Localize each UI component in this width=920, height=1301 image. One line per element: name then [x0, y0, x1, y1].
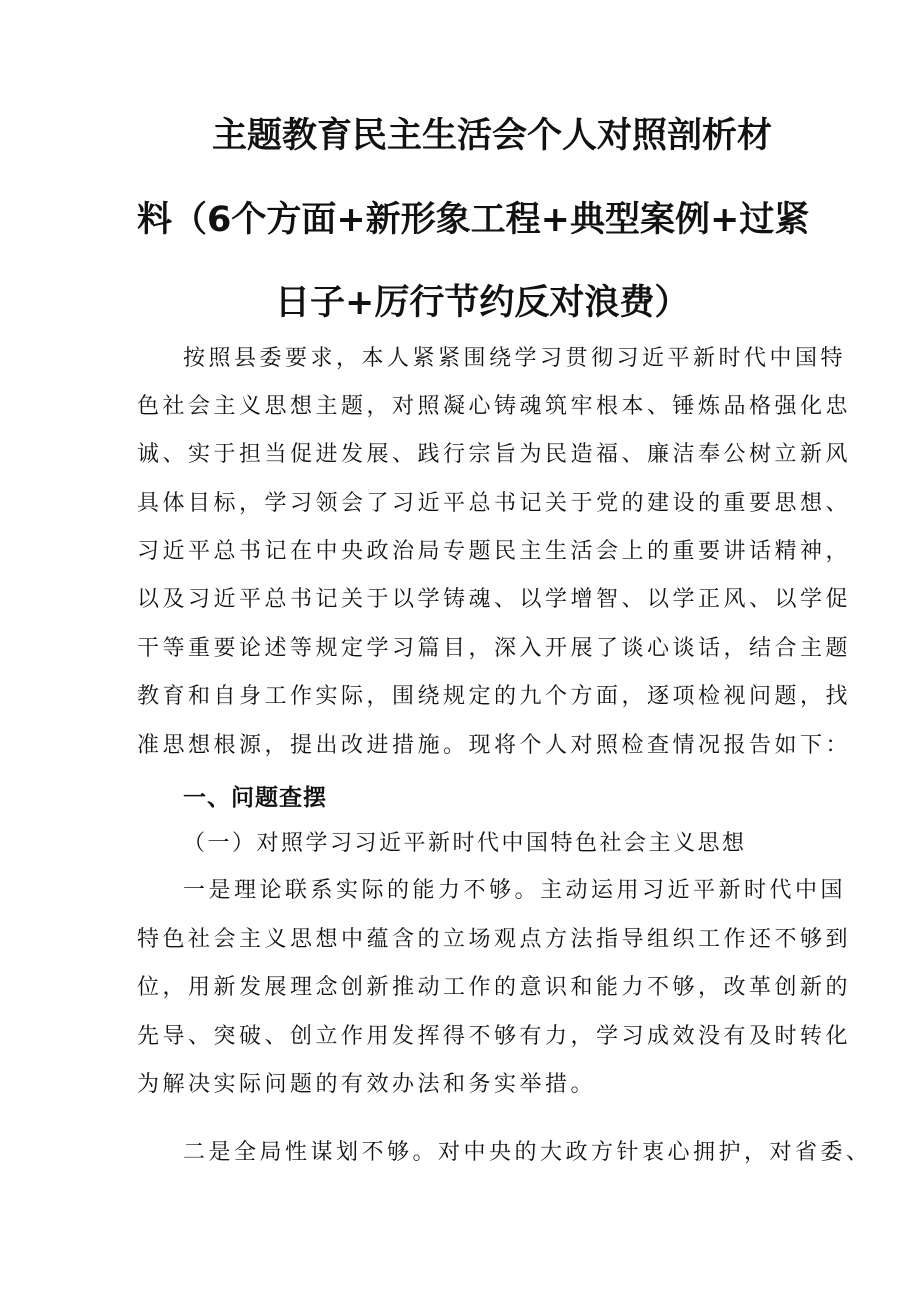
document-title-line-3: 日子+厉行节约反对浪费） — [275, 283, 690, 323]
point-1-line: 为解决实际问题的有效办法和务实举措。 — [137, 1072, 597, 1097]
document-title-line-1: 主题教育民主生活会个人对照剖析材 — [212, 116, 773, 156]
intro-paragraph-line: 色社会主义思想主题，对照凝心铸魂筑牢根本、锤炼品格强化忠 — [137, 394, 852, 419]
intro-paragraph-line: 干等重要论述等规定学习篇目，深入开展了谈心谈话，结合主题 — [137, 636, 852, 661]
point-1-line: 特色社会主义思想中蕴含的立场观点方法指导组织工作还不够到 — [137, 927, 852, 952]
point-1-line: 位，用新发展理念创新推动工作的意识和能力不够，改革创新的 — [137, 975, 852, 1000]
document-title-line-2: 料（6个方面+新形象工程+典型案例+过紧 — [137, 200, 810, 240]
point-2-line: 二是全局性谋划不够。对中央的大政方针衷心拥护，对省委、 — [183, 1140, 872, 1165]
intro-paragraph-line: 具体目标，学习领会了习近平总书记关于党的建设的重要思想、 — [137, 491, 852, 516]
point-1-line: 先导、突破、创立作用发挥得不够有力，学习成效没有及时转化 — [137, 1024, 852, 1049]
intro-paragraph-line: 以及习近平总书记关于以学铸魂、以学增智、以学正风、以学促 — [137, 587, 852, 612]
point-1-line: 一是理论联系实际的能力不够。主动运用习近平新时代中国 — [183, 878, 847, 903]
intro-paragraph-line: 诚、实于担当促进发展、践行宗旨为民造福、廉洁奉公树立新风 — [137, 442, 852, 467]
subsection-heading: （一）对照学习习近平新时代中国特色社会主义思想 — [183, 831, 747, 856]
intro-paragraph-line: 准思想根源，提出改进措施。现将个人对照检查情况报告如下： — [137, 733, 852, 758]
intro-paragraph-line: 习近平总书记在中央政治局专题民主生活会上的重要讲话精神， — [137, 539, 852, 564]
intro-paragraph-line: 按照县委要求，本人紧紧围绕学习贯彻习近平新时代中国特 — [183, 346, 847, 371]
section-heading: 一、问题查摆 — [183, 785, 327, 811]
intro-paragraph-line: 教育和自身工作实际，围绕规定的九个方面，逐项检视问题，找 — [137, 684, 852, 709]
